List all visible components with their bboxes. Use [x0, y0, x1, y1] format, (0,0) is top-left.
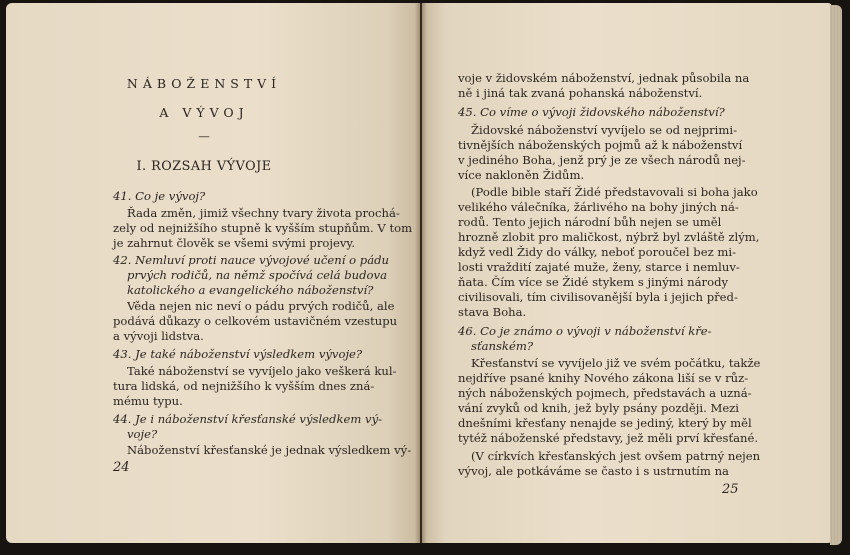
answer-46-line: Křesťanství se vyvíjelo již ve svém počátku, takže [471, 356, 761, 370]
answer-45-line: v jediného Boha, jenž prý je ze všech národů nej- [458, 153, 746, 167]
text-line: voje v židovském náboženství, jednak působila na [458, 71, 750, 85]
answer-45-line: tivnějších náboženských pojmů až k náboženství [458, 138, 743, 152]
page-edges [830, 5, 842, 545]
heading-dash: — [198, 129, 210, 143]
question-42-line: prvých rodičů, na němž spočívá celá budova [127, 268, 387, 282]
answer-45b-line: velikého válečníka, žárlivého na bohy jiných ná- [458, 200, 739, 214]
open-book [4, 3, 844, 551]
answer-42-line: a vývoji lidstva. [113, 329, 204, 343]
answer-45b-line: když vedl Židy do války, neboť poroučel bez mi- [458, 245, 737, 259]
answer-42-line: Věda nejen nic neví o pádu prvých rodičů, ale [127, 299, 395, 313]
question-42-line: katolického a evangelického náboženství? [127, 283, 374, 297]
question-46-line: sťanském? [471, 339, 534, 353]
right-page [422, 3, 832, 543]
answer-46-line: vání zvyků od knih, jež byly psány později. Mezi [458, 401, 739, 415]
answer-45b-line: rodů. Tento jejich národní bůh nejen se uměl [458, 215, 722, 229]
section-title: I. ROZSAH VÝVOJE [136, 159, 272, 174]
question-42-line: 42. Nemluví proti nauce vývojové učení o pádu [113, 253, 389, 267]
answer-46-line: tytéž náboženské představy, jež měli prví křesťané. [458, 431, 759, 445]
question-44-line: 44. Je i náboženství křesťanské výsledkem vý- [113, 412, 383, 426]
answer-45-line: Židovské náboženství vyvíjelo se od nejprimi- [471, 123, 737, 137]
page-number-left: 24 [113, 460, 130, 475]
answer-41-line: je zahrnut člověk se všemi svými projevy. [113, 236, 356, 250]
book-gutter [415, 3, 427, 543]
left-page [6, 3, 420, 543]
answer-45b-line: (Podle bible staří Židé představovali si boha jako [471, 185, 758, 199]
answer-46b-line: vývoj, ale potkáváme se často i s ustrnutím na [458, 464, 729, 478]
answer-45b-line: losti vraždití zajaté muže, ženy, starce i nemluv- [458, 260, 740, 274]
page-number-right: 25 [722, 482, 739, 497]
answer-46-line: ných náboženských pojmech, představách a uzná- [458, 386, 752, 400]
text-line: ně i jiná tak zvaná pohanská náboženství. [458, 86, 703, 100]
question-46-line: 46. Co je známo o vývoji v náboženství kře- [458, 324, 712, 338]
book-heading-1: NÁBOŽENSTVÍ [126, 76, 282, 91]
question-41: 41. Co je vývoj? [113, 189, 206, 203]
answer-46-line: dnešními křesťany nenajde se jediný, který by měl [458, 416, 752, 430]
answer-45b-line: hrozně zlobit pro maličkost, nýbrž byl zvláště zlým, [458, 230, 760, 244]
answer-43-line: mému typu. [113, 394, 183, 408]
question-43: 43. Je také náboženství výsledkem vývoje? [113, 347, 363, 361]
answer-45-line: více nakloněn Židům. [458, 168, 585, 182]
answer-44-line: Náboženství křesťanské je jednak výsledkem vý- [127, 443, 412, 457]
answer-45b-line: ňata. Čím více se Židé stykem s jinými národy [458, 275, 729, 289]
answer-42-line: podává důkazy o celkovém ustavičném vzestupu [113, 314, 398, 328]
answer-43-line: Také náboženství se vyvíjelo jako veškerá kul- [127, 364, 397, 378]
book-heading-2: A VÝVOJ [159, 105, 249, 120]
answer-41-line: zely od nejnižšího stupně k vyšším stupňům. V tom [113, 221, 413, 235]
question-44-line: voje? [127, 427, 158, 441]
question-45: 45. Co víme o vývoji židovského náboženství? [458, 105, 725, 119]
answer-45b-line: stava Boha. [458, 305, 527, 319]
answer-46b-line: (V církvích křesťanských jest ovšem patrný nejen [471, 449, 761, 463]
answer-41-line: Řada změn, jimiž všechny tvary života prochá- [127, 206, 400, 220]
answer-46-line: nejdříve psané knihy Nového zákona liší se v růz- [458, 371, 749, 385]
answer-45b-line: civilisovali, tím civilisovanější byla i jejich před- [458, 290, 738, 304]
answer-43-line: tura lidská, od nejnižšího k vyšším dnes zná- [113, 379, 375, 393]
